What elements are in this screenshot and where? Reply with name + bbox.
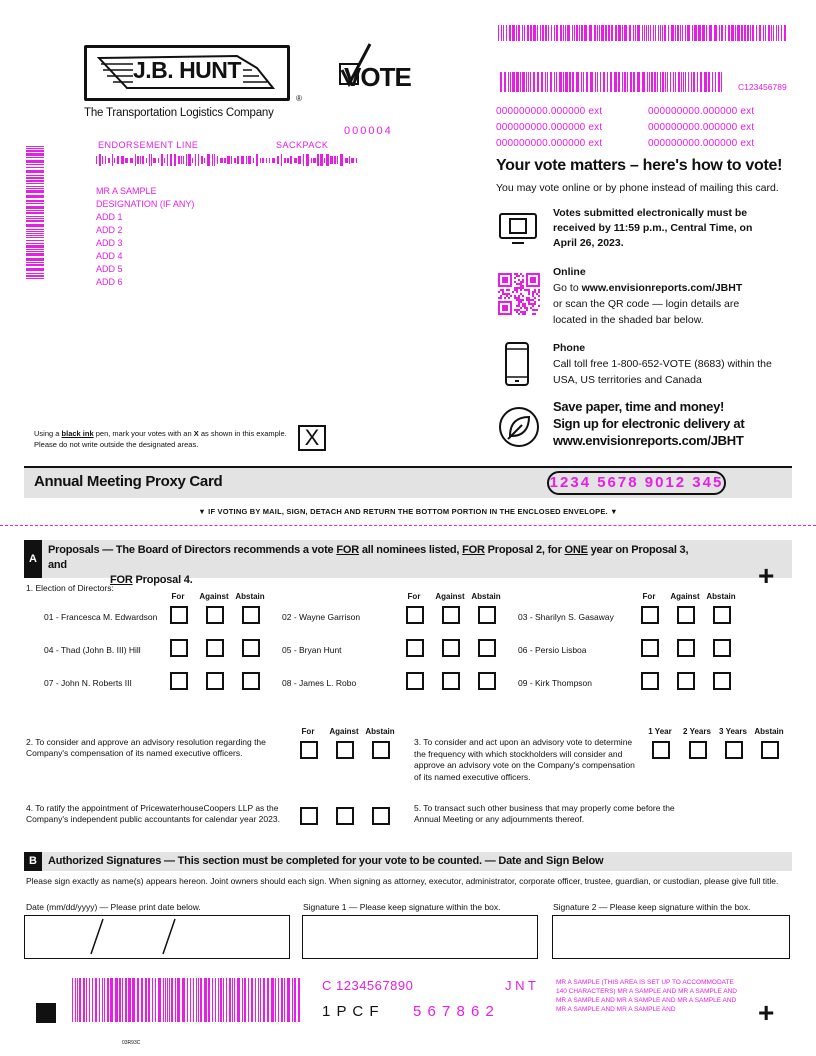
footer-c-code: C 1234567890 <box>322 978 414 993</box>
prop4-for-checkbox[interactable] <box>300 807 318 825</box>
company-tagline: The Transportation Logistics Company <box>84 107 274 119</box>
ext-number: 000000000.000000 ext <box>648 106 755 117</box>
postal-barcode <box>96 154 362 166</box>
prop3-abstain-checkbox[interactable] <box>761 741 779 759</box>
address-line: MR A SAMPLE <box>96 186 157 196</box>
ext-number: 000000000.000000 ext <box>648 138 755 149</box>
footer-tiny-code: 03R93C <box>122 1040 141 1046</box>
nominee-5-for-checkbox[interactable] <box>406 639 424 657</box>
nominee-2-for-checkbox[interactable] <box>406 606 424 624</box>
ext-number: 000000000.000000 ext <box>496 122 603 133</box>
address-line: ADD 1 <box>96 212 123 222</box>
nominee-8-for-checkbox[interactable] <box>406 672 424 690</box>
nominee-2-against-checkbox[interactable] <box>442 606 460 624</box>
nominee-name: 01 - Francesca M. Edwardson <box>44 612 158 622</box>
bottom-barcode <box>72 978 304 1022</box>
col-against: Against <box>329 727 359 736</box>
signature-2-box[interactable] <box>552 915 790 959</box>
marking-x: X <box>193 429 199 438</box>
prop4-abstain-checkbox[interactable] <box>372 807 390 825</box>
col-against: Against <box>670 592 700 601</box>
marking-line-2: Please do not write outside the designated areas. <box>34 440 199 449</box>
paper-url[interactable]: www.envisionreports.com/JBHT <box>553 433 744 448</box>
vote-logo-text: VOTE <box>344 62 411 92</box>
col-abstain: Abstain <box>754 727 784 736</box>
nominee-1-abstain-checkbox[interactable] <box>242 606 260 624</box>
proposal-3: 3. To consider and act upon an advisory vote to determine the frequency with which stockholders will consider and approve an advisory vote on the Company's compensation of its named executive officers. <box>414 737 635 782</box>
section-b-title: Authorized Signatures — This section must be completed for your vote to be counted. — Date and Sign Below <box>48 855 604 867</box>
top-barcode <box>498 25 788 41</box>
nominee-9-abstain-checkbox[interactable] <box>713 672 731 690</box>
nominee-name: 08 - James L. Robo <box>282 678 357 688</box>
col-for: For <box>301 727 315 736</box>
election-label: 1. Election of Directors: <box>26 583 114 593</box>
section-a-text: year on Proposal 3, and <box>48 544 689 571</box>
online-block <box>553 264 773 328</box>
prop2-for-checkbox[interactable] <box>300 741 318 759</box>
col-1-year: 1 Year <box>648 727 672 736</box>
section-a-for: FOR <box>110 574 133 586</box>
section-a-one: ONE <box>564 544 588 556</box>
online-url[interactable]: www.envisionreports.com/JBHT <box>581 282 743 294</box>
section-b-letter: B <box>24 852 42 871</box>
paper-line-2: Sign up for electronic delivery at <box>553 416 745 431</box>
prop3-2-years-checkbox[interactable] <box>689 741 707 759</box>
sequence-number: 000004 <box>344 125 393 137</box>
col-abstain: Abstain <box>365 727 395 736</box>
phone-block <box>553 340 793 388</box>
registration-square <box>36 1003 56 1023</box>
col-abstain: Abstain <box>235 592 265 601</box>
signature-instructions: Please sign exactly as name(s) appears hereon. Joint owners should each sign. When signing as attorney, executor, administrator, corporate officer, trustee, guardian, or custodian, please give full title. <box>26 876 779 886</box>
marking-text: pen, mark your votes with an <box>95 429 192 438</box>
ext-number: 000000000.000000 ext <box>496 138 603 149</box>
section-a-for: FOR <box>336 544 359 556</box>
marking-text: as shown in this example. <box>200 429 287 438</box>
side-barcode <box>26 146 44 284</box>
section-a-text: Proposal 4. <box>135 574 193 586</box>
proxy-card-title: Annual Meeting Proxy Card <box>34 473 223 490</box>
col-for: For <box>171 592 185 601</box>
section-a-text: all nominees listed, <box>361 544 460 556</box>
footer-jnt: J N T <box>505 978 536 993</box>
marking-text: Using a <box>34 429 60 438</box>
address-line: ADD 5 <box>96 264 123 274</box>
vote-logo <box>336 42 422 96</box>
col-against: Against <box>199 592 229 601</box>
phone-title: Phone <box>553 342 586 354</box>
vote-heading: Your vote matters – here's how to vote! <box>496 157 783 174</box>
section-a-text: Proposals — The Board of Directors recommends a vote <box>48 544 334 556</box>
address-line: ADD 6 <box>96 277 123 287</box>
col-3-years: 3 Years <box>719 727 747 736</box>
nominee-4-against-checkbox[interactable] <box>206 639 224 657</box>
mid-barcode <box>500 72 726 92</box>
nominee-name: 05 - Bryan Hunt <box>282 645 342 655</box>
nominee-6-abstain-checkbox[interactable] <box>713 639 731 657</box>
prop2-against-checkbox[interactable] <box>336 741 354 759</box>
nominee-6-against-checkbox[interactable] <box>677 639 695 657</box>
prop2-abstain-checkbox[interactable] <box>372 741 390 759</box>
ext-number: 000000000.000000 ext <box>648 122 755 133</box>
detach-instruction: ▼ IF VOTING BY MAIL, SIGN, DETACH AND RETURN THE BOTTOM PORTION IN THE ENCLOSED ENVELOPE. ▼ <box>198 507 618 516</box>
date-label: Date (mm/dd/yyyy) — Please print date below. <box>26 902 201 912</box>
nominee-7-against-checkbox[interactable] <box>206 672 224 690</box>
online-title: Online <box>553 266 586 278</box>
qr-code-icon <box>498 273 540 320</box>
nominee-3-abstain-checkbox[interactable] <box>713 606 731 624</box>
col-2-years: 2 Years <box>683 727 711 736</box>
vote-subheading: You may vote online or by phone instead of mailing this card. <box>496 182 779 194</box>
nominee-1-against-checkbox[interactable] <box>206 606 224 624</box>
nominee-2-abstain-checkbox[interactable] <box>478 606 496 624</box>
nominee-name: 06 - Persio Lisboa <box>518 645 587 655</box>
col-against: Against <box>435 592 465 601</box>
electronic-delivery <box>553 398 803 449</box>
example-mark-box: X <box>298 425 326 451</box>
proposal-2: 2. To consider and approve an advisory resolution regarding the Company's compensation of its named executive officers. <box>26 737 266 758</box>
section-a-text: Proposal 2, for <box>487 544 562 556</box>
nominee-9-against-checkbox[interactable] <box>677 672 695 690</box>
address-line: ADD 4 <box>96 251 123 261</box>
nominee-8-against-checkbox[interactable] <box>442 672 460 690</box>
signature-1-label: Signature 1 — Please keep signature within the box. <box>303 902 501 912</box>
phone-text: Call toll free 1-800-652-VOTE (8683) within the USA, US territories and Canada <box>553 358 772 386</box>
address-line: DESIGNATION (IF ANY) <box>96 199 195 209</box>
nominee-name: 04 - Thad (John B. III) Hill <box>44 645 141 655</box>
detach-line <box>0 525 816 526</box>
prop3-3-years-checkbox[interactable] <box>725 741 743 759</box>
plus-mark: + <box>758 560 775 591</box>
paper-line-1: Save paper, time and money! <box>553 399 725 414</box>
address-line: ADD 3 <box>96 238 123 248</box>
sackpack: SACKPACK <box>276 140 329 150</box>
proposal-5: 5. To transact such other business that may properly come before the Annual Meeting or any adjournments thereof. <box>414 803 675 824</box>
control-code: C123456789 <box>738 82 787 92</box>
nominee-5-abstain-checkbox[interactable] <box>478 639 496 657</box>
section-a-letter: A <box>24 540 42 578</box>
nominee-4-abstain-checkbox[interactable] <box>242 639 260 657</box>
company-name: J.B. HUNT <box>133 57 241 83</box>
proposal-4: 4. To ratify the appointment of PricewaterhouseCoopers LLP as the Company's independent public accountants for calendar year 2023. <box>26 803 280 824</box>
date-input-box[interactable] <box>24 915 290 959</box>
address-line: ADD 2 <box>96 225 123 235</box>
col-for: For <box>642 592 656 601</box>
control-number: 1234 5678 9012 345 <box>547 471 726 495</box>
nominee-name: 07 - John N. Roberts III <box>44 678 132 688</box>
nominee-name: 03 - Sharilyn S. Gasaway <box>518 612 614 622</box>
nominee-4-for-checkbox[interactable] <box>170 639 188 657</box>
prop3-1-year-checkbox[interactable] <box>652 741 670 759</box>
deadline-text: Votes submitted electronically must be received by 11:59 p.m., Central Time, on April 26, 2023. <box>553 207 753 249</box>
leaf-icon <box>498 406 540 453</box>
signature-1-box[interactable] <box>302 915 538 959</box>
endorsement-line: ENDORSEMENT LINE <box>98 140 199 150</box>
prop4-against-checkbox[interactable] <box>336 807 354 825</box>
mobile-phone-icon <box>504 341 530 392</box>
nominee-1-for-checkbox[interactable] <box>170 606 188 624</box>
nominee-name: 02 - Wayne Garrison <box>282 612 361 622</box>
online-go: Go to <box>553 282 579 294</box>
ext-number: 000000000.000000 ext <box>496 106 603 117</box>
footer-pcf: 1 P C F <box>322 1003 380 1020</box>
nominee-8-abstain-checkbox[interactable] <box>478 672 496 690</box>
computer-icon <box>498 212 538 251</box>
section-a-for: FOR <box>462 544 485 556</box>
company-logo <box>84 45 290 101</box>
plus-mark: + <box>758 997 775 1028</box>
nominee-7-abstain-checkbox[interactable] <box>242 672 260 690</box>
nominee-3-for-checkbox[interactable] <box>641 606 659 624</box>
marking-instructions <box>34 429 294 449</box>
col-abstain: Abstain <box>706 592 736 601</box>
nominee-name: 09 - Kirk Thompson <box>518 678 593 688</box>
online-rest: or scan the QR code — login details are located in the shaded bar below. <box>553 298 740 326</box>
col-abstain: Abstain <box>471 592 501 601</box>
nominee-7-for-checkbox[interactable] <box>170 672 188 690</box>
nominee-6-for-checkbox[interactable] <box>641 639 659 657</box>
signature-2-label: Signature 2 — Please keep signature within the box. <box>553 902 751 912</box>
nominee-3-against-checkbox[interactable] <box>677 606 695 624</box>
registered-mark: ® <box>296 94 302 103</box>
footer-number: 5 6 7 8 6 2 <box>413 1003 495 1020</box>
footer-sample: MR A SAMPLE (THIS AREA IS SET UP TO ACCOMMODATE 140 CHARACTERS) MR A SAMPLE AND MR A SAMPLE AND MR A SAMPLE AND MR A SAMPLE AND MR A SAMPLE AND MR A SAMPLE AND MR A SAMPLE AND <box>556 979 737 1013</box>
col-for: For <box>407 592 421 601</box>
section-a-title <box>48 543 698 588</box>
nominee-9-for-checkbox[interactable] <box>641 672 659 690</box>
marking-black-ink: black ink <box>61 429 94 438</box>
nominee-5-against-checkbox[interactable] <box>442 639 460 657</box>
